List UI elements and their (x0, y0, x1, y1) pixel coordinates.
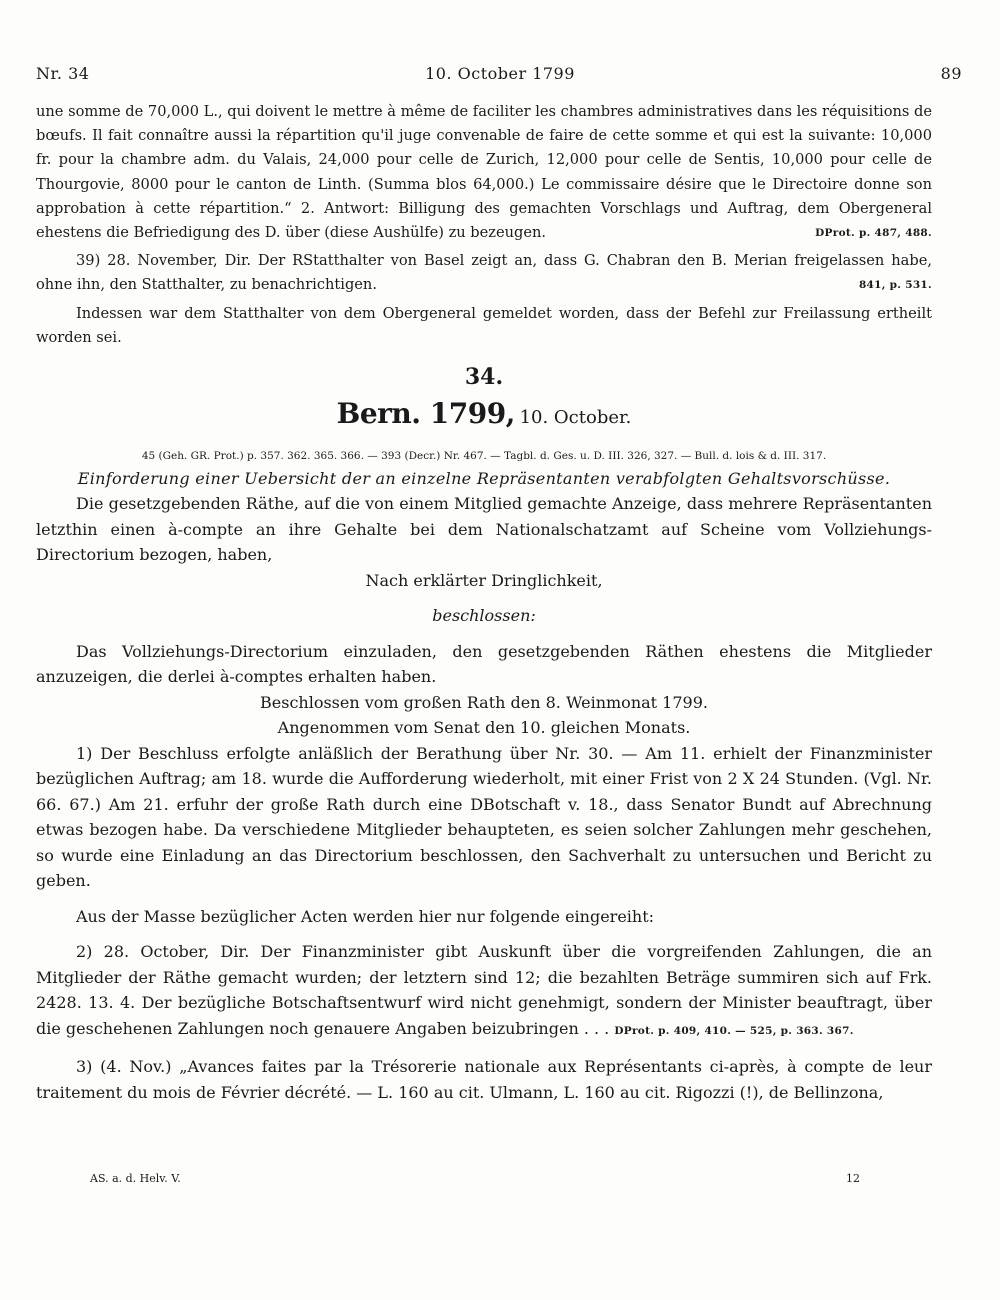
document-body (36, 100, 932, 1105)
paragraph-1-reference: DProt. p. 487, 488. (815, 227, 932, 240)
doc-number: 34. (464, 364, 504, 391)
doc-date: 10. October. (519, 407, 632, 429)
decree-urgency: Nach erklärter Dringlichkeit, (365, 570, 603, 590)
doc-place-date (36, 394, 932, 439)
note-1: 1) Der Beschluss erfolgte anläßlich der Berathung über Nr. 30. — Am 11. erhielt der Finanzminister bezüglichen Auftrag; am 18. wurde die Aufforderung wiederholt, mit einer Frist von 2 X 24 Stunden. (Vgl. Nr. 66. 67.) Am 21. erfuhr der große Rath durch eine DBotschaft v. 18., dass Senator Bundt auf Abrechnung etwas bezogen habe. Da verschiedene Mitglieder behaupteten, es seien solcher Zahlungen mehr geschehen, so wurde eine Einladung an das Directorium beschlossen, den Sachverhalt zu untersuchen und Bericht zu geben. (36, 743, 932, 891)
note-acts: Aus der Masse bezüglicher Acten werden hier nur folgende eingereiht: (76, 906, 655, 926)
doc-sources: 45 (Geh. GR. Prot.) p. 357. 362. 365. 366. — 393 (Decr.) Nr. 467. — Tagbl. d. Ges. u. D. III. 326, 327. — Bull. d. lois & d. III. 317. (141, 450, 827, 463)
paragraph-2-reference: 841, p. 531. (858, 279, 932, 292)
header-document-number: Nr. 34 (36, 64, 90, 83)
paragraph-3: Indessen war dem Statthalter von dem Obergeneral gemeldet worden, dass der Befehl zur Freilassung ertheilt worden sei. (36, 304, 932, 346)
header-date: 10. October 1799 (425, 64, 575, 83)
decree-passed: Beschlossen vom großen Rath den 8. Weinmonat 1799. (260, 692, 708, 712)
footer-sheet-number: 12 (846, 1172, 860, 1185)
decree-accepted: Angenommen vom Senat den 10. gleichen Monats. (277, 718, 691, 738)
paragraph-2-text: 39) 28. November, Dir. Der RStatthalter von Basel zeigt an, dass G. Chabran den B. Merian freigelassen habe, ohne ihn, den Statthalter, zu benachrichtigen. (36, 252, 932, 294)
paragraph-1-text: une somme de 70,000 L., qui doivent le mettre à même de faciliter les chambres administratives dans les réquisitions de bœufs. Il fait connaître aussi la répartition qu'il juge convenable de faire de cette somme et qui est la suivante: 10,000 fr. pour la chambre adm. du Valais, 24,000 pour celle de Zurich, 12,000 pour celle de Sentis, 10,000 pour celle de Thourgovie, 8000 pour le canton de Linth. (Summa blos 64,000.) Le commissaire désire que le Directoire donne son approbation à cette répartition.“ 2. Antwort: Billigung des gemachten Vorschlags und Auftrag, dem Obergeneral ehestens die Befriedigung des D. über (diese Aushülfe) zu bezeugen. (36, 103, 933, 242)
footer-series: AS. a. d. Helv. V. (90, 1172, 181, 1185)
paragraph-2 (36, 249, 932, 297)
decree-intro: Die gesetzgebenden Räthe, auf die von einem Mitglied gemachte Anzeige, dass mehrere Repräsentanten letzthin einen à-compte an ihre Gehalte bei dem Nationalschatzamt auf Scheine vom Vollziehungs-Directorium bezogen, haben, (36, 494, 932, 565)
doc-title: Einforderung einer Uebersicht der an einzelne Repräsentanten verabfolgten Gehaltsvorschüsse. (77, 469, 891, 489)
note-2 (36, 939, 932, 1044)
note-3: 3) (4. Nov.) „Avances faites par la Trésorerie nationale aux Représentants ci-après, à compte de leur traitement du mois de Février décrété. — L. 160 au cit. Ulmann, L. 160 au cit. Rigozzi (!), de Bellinzona, (36, 1057, 932, 1102)
header-page-number: 89 (940, 64, 962, 83)
decree-body: Das Vollziehungs-Directorium einzuladen, den gesetzgebenden Räthen ehestens die Mitglieder anzuzeigen, die derlei à-comptes erhalten haben. (36, 641, 932, 687)
doc-place: Bern. 1799, (336, 397, 515, 431)
paragraph-1 (36, 100, 932, 245)
note-2-reference: DProt. p. 409, 410. — 525, p. 363. 367. (614, 1024, 854, 1037)
note-2-text: 2) 28. October, Dir. Der Finanzminister gibt Auskunft über die vorgreifenden Zahlungen, die an Mitglieder der Räthe gemacht wurden; der letztern sind 12; die bezahlten Beträge summiren sich auf Frk. 2428. 13. 4. Der bezügliche Botschaftsentwurf wird nicht genehmigt, sondern der Minister beauftragt, über die geschehenen Zahlungen noch genauere Angaben beizubringen . . . (36, 942, 932, 1038)
decree-resolved: beschlossen: (432, 606, 536, 626)
